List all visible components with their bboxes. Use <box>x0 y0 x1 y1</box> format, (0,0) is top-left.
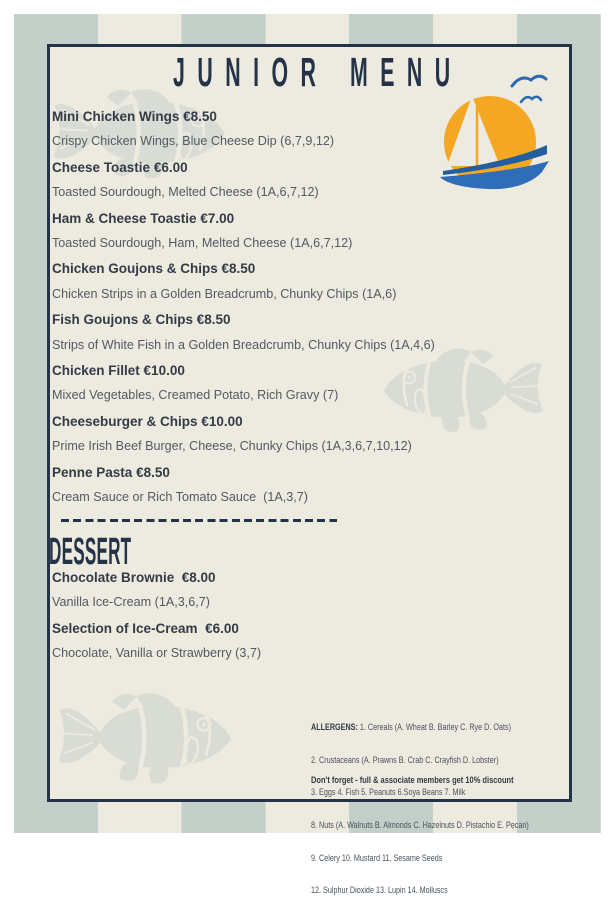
dashed-divider <box>61 519 337 522</box>
menu-item <box>52 616 560 667</box>
menu-item <box>52 155 560 206</box>
allergen-line: 3. Eggs 4. Fish 5. Peanuts 6.Soya Beans 7. Milk <box>311 787 466 798</box>
item-description: Toasted Sourdough, Melted Cheese (1A,6,7,12) <box>52 185 319 200</box>
item-description: Prime Irish Beef Burger, Cheese, Chunky Chips (1A,3,6,7,10,12) <box>52 439 412 454</box>
item-name-price: Chocolate Brownie €8.00 <box>52 570 216 585</box>
item-description: Cream Sauce or Rich Tomato Sauce (1A,3,7) <box>52 490 308 505</box>
allergen-line: ALLERGENS: 1. Cereals (A. Wheat B. Barley C. Rye D. Oats) <box>311 721 512 732</box>
allergen-line: 9. Celery 10. Mustard 11. Sesame Seeds <box>311 852 443 863</box>
item-name-price: Chicken Goujons & Chips €8.50 <box>52 261 256 277</box>
menu-item <box>52 460 560 511</box>
item-description: Mixed Vegetables, Creamed Potato, Rich Gravy (7) <box>52 388 339 403</box>
item-name-price: Mini Chicken Wings €8.50 <box>52 109 217 124</box>
item-name-price: Cheese Toastie €6.00 <box>52 159 188 175</box>
item-name-price: Cheeseburger & Chips €10.00 <box>52 413 243 429</box>
page-title: JUNIOR MENU <box>173 49 463 95</box>
item-description: Vanilla Ice-Cream (1A,3,6,7) <box>52 595 210 610</box>
item-description: Crispy Chicken Wings, Blue Cheese Dip (6,7,9,12) <box>52 134 335 149</box>
allergen-line: 8. Nuts (A. Walnuts B. Almonds C. Hazelnuts D. Pistachio E. Pecan) <box>311 819 529 830</box>
discount-note: Don't forget - full & associate members get 10% discount <box>311 775 514 786</box>
dessert-menu-list <box>52 565 560 667</box>
menu-item <box>52 206 560 257</box>
menu-item <box>52 565 560 616</box>
menu-item <box>52 256 560 307</box>
item-name-price: Ham & Cheese Toastie €7.00 <box>52 210 235 226</box>
item-description: Chocolate, Vanilla or Strawberry (3,7) <box>52 646 262 661</box>
menu-item <box>52 409 560 460</box>
menu-item <box>52 307 560 358</box>
item-name-price: Penne Pasta €8.50 <box>52 464 170 480</box>
bird-icon <box>512 76 546 86</box>
allergens-list <box>311 700 557 918</box>
dessert-section-heading: DESSERT <box>49 531 132 573</box>
main-menu-list <box>52 104 560 511</box>
menu-item <box>52 104 560 155</box>
item-description: Strips of White Fish in a Golden Breadcrumb, Chunky Chips (1A,4,6) <box>52 337 435 352</box>
menu-item <box>52 358 560 409</box>
item-description: Toasted Sourdough, Ham, Melted Cheese (1A,6,7,12) <box>52 236 353 251</box>
bird-icon <box>521 97 541 102</box>
allergen-line: 12. Sulphur Dioxide 13. Lupin 14. Molluscs <box>311 885 448 896</box>
fish-watermark-icon <box>55 688 240 788</box>
item-name-price: Selection of Ice-Cream €6.00 <box>52 620 239 636</box>
allergen-line: 2. Crustaceans (A. Prawns B. Crab C. Crayfish D. Lobster) <box>311 754 499 765</box>
item-name-price: Fish Goujons & Chips €8.50 <box>52 312 231 328</box>
item-description: Chicken Strips in a Golden Breadcrumb, Chunky Chips (1A,6) <box>52 286 397 301</box>
item-name-price: Chicken Fillet €10.00 <box>52 363 185 379</box>
